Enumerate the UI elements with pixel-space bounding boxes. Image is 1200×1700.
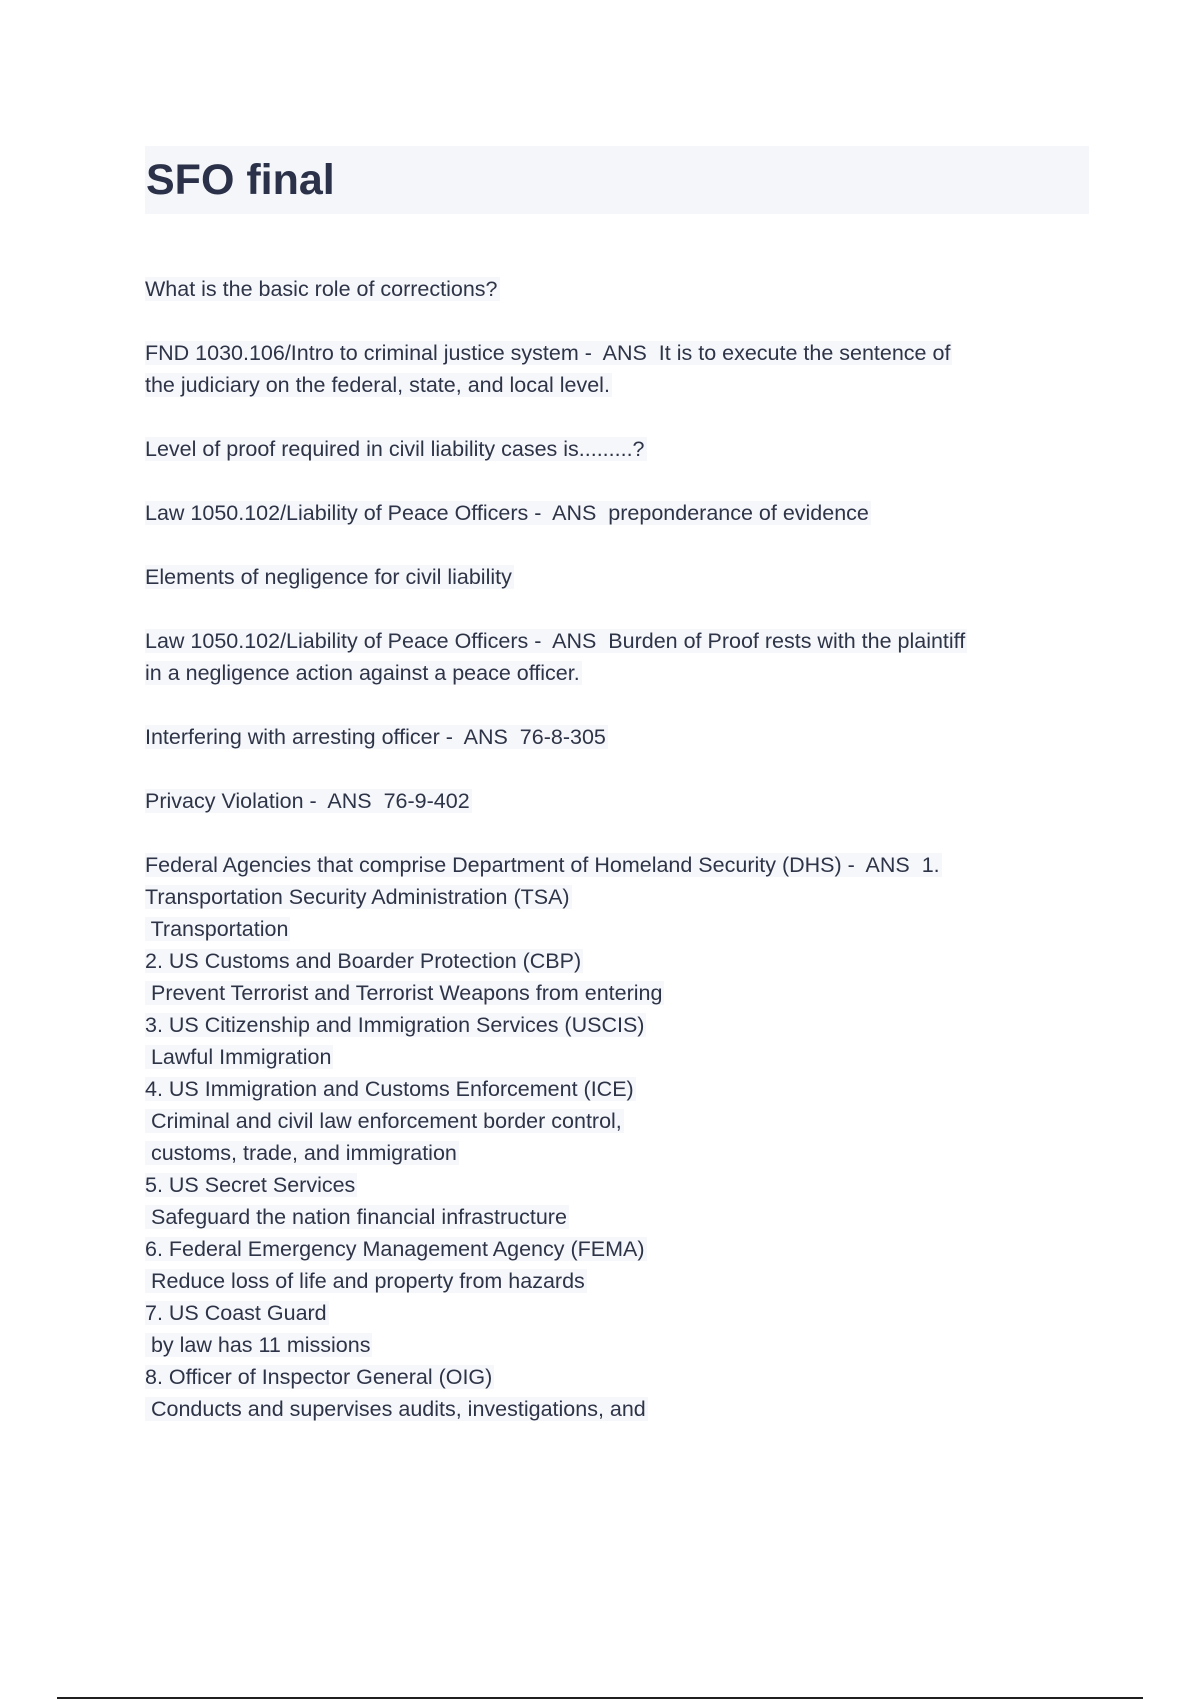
text-line: Law 1050.102/Liability of Peace Officers - ANS preponderance of evidence: [145, 501, 869, 525]
text-line: by law has 11 missions: [145, 1333, 371, 1357]
text-line: 7. US Coast Guard: [145, 1301, 327, 1325]
text-line: Lawful Immigration: [145, 1045, 332, 1069]
text-line: 8. Officer of Inspector General (OIG): [145, 1365, 493, 1389]
text-block: [145, 497, 1090, 529]
text-line: in a negligence action against a peace officer.: [145, 661, 580, 685]
document-body: [145, 273, 1090, 1425]
text-block: [145, 561, 1090, 593]
text-block: [145, 785, 1090, 817]
text-line: 3. US Citizenship and Immigration Services (USCIS): [145, 1013, 645, 1037]
text-line: Reduce loss of life and property from hazards: [145, 1269, 585, 1293]
text-line: Elements of negligence for civil liability: [145, 565, 512, 589]
text-line: Criminal and civil law enforcement border control,: [145, 1109, 622, 1133]
text-block: [145, 337, 1090, 401]
text-line: customs, trade, and immigration: [145, 1141, 457, 1165]
text-line: Law 1050.102/Liability of Peace Officers - ANS Burden of Proof rests with the plaintiff: [145, 629, 966, 653]
text-line: What is the basic role of corrections?: [145, 277, 498, 301]
text-line: 4. US Immigration and Customs Enforcement (ICE): [145, 1077, 634, 1101]
text-line: Prevent Terrorist and Terrorist Weapons from entering: [145, 981, 663, 1005]
text-line: FND 1030.106/Intro to criminal justice system - ANS It is to execute the sentence of: [145, 341, 951, 365]
text-line: 5. US Secret Services: [145, 1173, 356, 1197]
text-line: Safeguard the nation financial infrastructure: [145, 1205, 567, 1229]
text-line: Interfering with arresting officer - ANS 76-8-305: [145, 725, 606, 749]
text-block: [145, 433, 1090, 465]
text-block: [145, 721, 1090, 753]
text-line: Transportation: [145, 917, 289, 941]
text-line: Federal Agencies that comprise Department of Homeland Security (DHS) - ANS 1.: [145, 853, 940, 877]
page-bottom-divider: [57, 1697, 1143, 1699]
text-line: the judiciary on the federal, state, and local level.: [145, 373, 610, 397]
text-line: Privacy Violation - ANS 76-9-402: [145, 789, 470, 813]
text-line: Conducts and supervises audits, investigations, and: [145, 1397, 646, 1421]
page-title: SFO final: [145, 146, 1089, 214]
text-line: 2. US Customs and Boarder Protection (CBP): [145, 949, 582, 973]
text-block: [145, 273, 1090, 305]
text-block: [145, 625, 1090, 689]
text-line: Level of proof required in civil liability cases is.........?: [145, 437, 645, 461]
text-line: 6. Federal Emergency Management Agency (FEMA): [145, 1237, 645, 1261]
text-line: Transportation Security Administration (TSA): [145, 885, 570, 909]
dhs-agencies-block: [145, 849, 1090, 1425]
